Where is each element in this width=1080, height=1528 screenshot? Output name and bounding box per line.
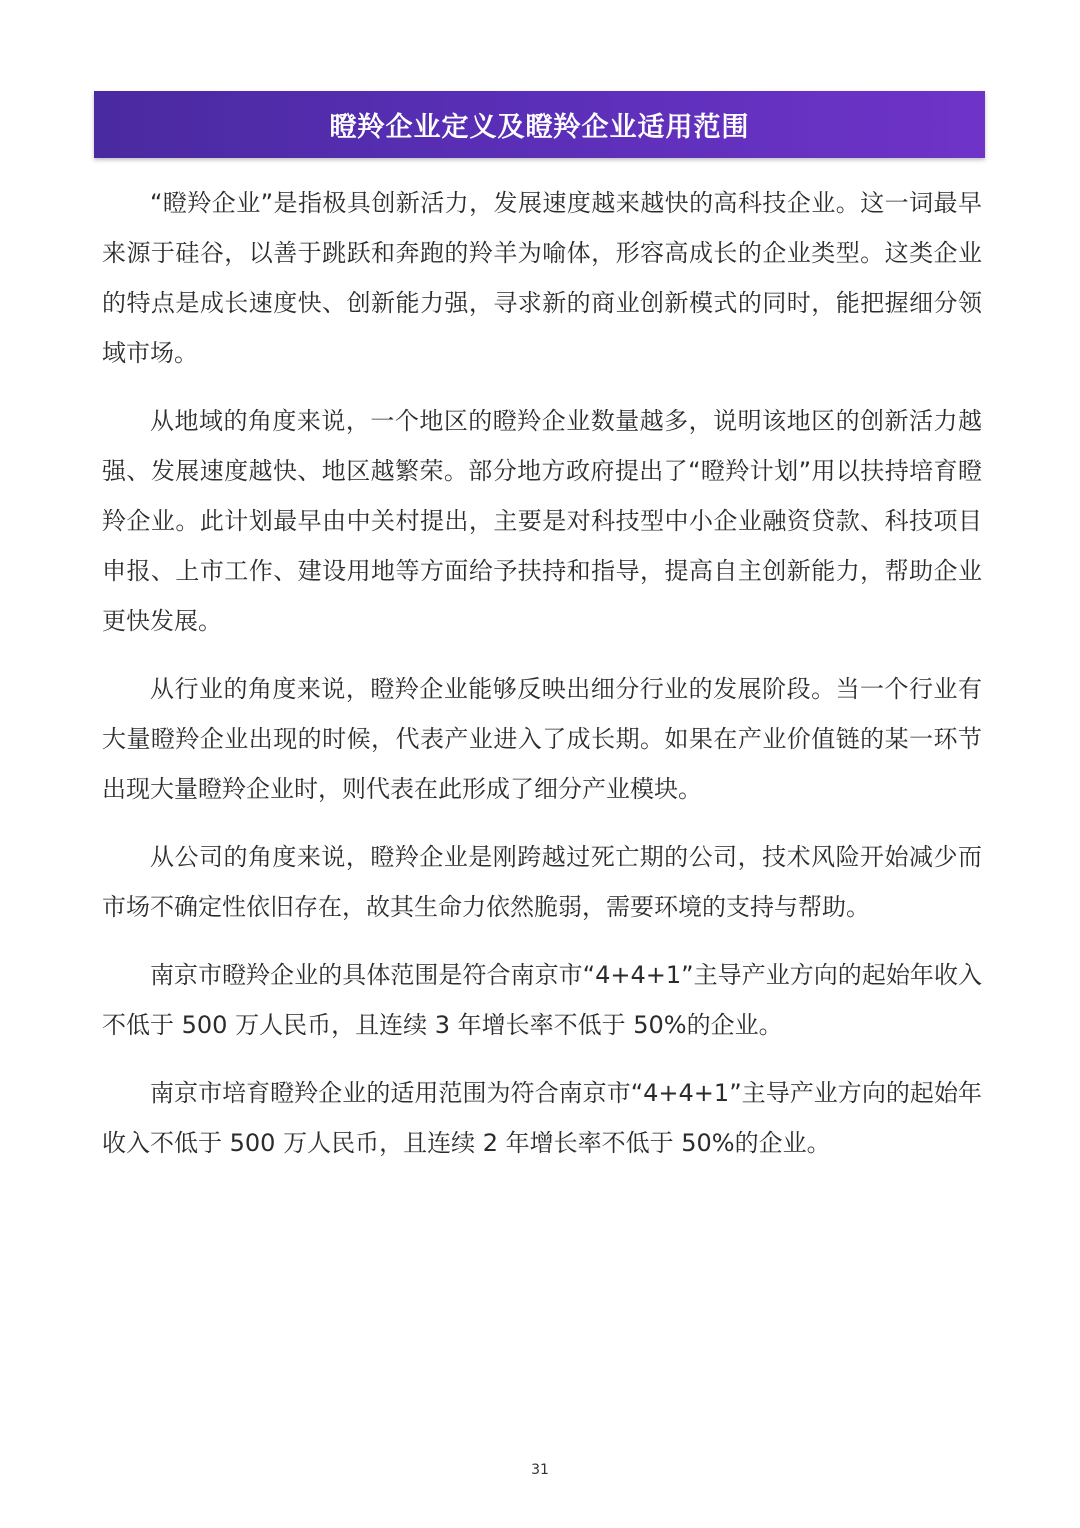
- paragraph-definition: “瞪羚企业”是指极具创新活力，发展速度越来越快的高科技企业。这一词最早来源于硅谷，以善于跳跃和奔跑的羚羊为喻体，形容高成长的企业类型。这类企业的特点是成长速度快、创新能力强，寻求新的商业创新模式的同时，能把握细分领域市场。: [102, 189, 982, 367]
- paragraph-industry: 从行业的角度来说，瞪羚企业能够反映出细分行业的发展阶段。当一个行业有大量瞪羚企业出现的时候，代表产业进入了成长期。如果在产业价值链的某一环节出现大量瞪羚企业时，则代表在此形成了细分产业模块。: [102, 675, 982, 803]
- paragraph-nanjing-cultivation: 南京市培育瞪羚企业的适用范围为符合南京市“4+4+1”主导产业方向的起始年收入不低于 500 万人民币，且连续 2 年增长率不低于 50%的企业。: [102, 1079, 982, 1157]
- body-content: [102, 178, 982, 1186]
- paragraph-nanjing-scope: 南京市瞪羚企业的具体范围是符合南京市“4+4+1”主导产业方向的起始年收入不低于 500 万人民币，且连续 3 年增长率不低于 50%的企业。: [102, 961, 982, 1039]
- section-title: 瞪羚企业定义及瞪羚企业适用范围: [329, 112, 750, 143]
- paragraph-company: 从公司的角度来说，瞪羚企业是刚跨越过死亡期的公司，技术风险开始减少而市场不确定性依旧存在，故其生命力依然脆弱，需要环境的支持与帮助。: [102, 843, 982, 921]
- page-number: 31: [531, 1462, 549, 1478]
- section-title-banner: [94, 91, 985, 158]
- paragraph-regional: 从地域的角度来说，一个地区的瞪羚企业数量越多，说明该地区的创新活力越强、发展速度越快、地区越繁荣。部分地方政府提出了“瞪羚计划”用以扶持培育瞪羚企业。此计划最早由中关村提出，主要是对科技型中小企业融资贷款、科技项目申报、上市工作、建设用地等方面给予扶持和指导，提高自主创新能力，帮助企业更快发展。: [102, 407, 982, 635]
